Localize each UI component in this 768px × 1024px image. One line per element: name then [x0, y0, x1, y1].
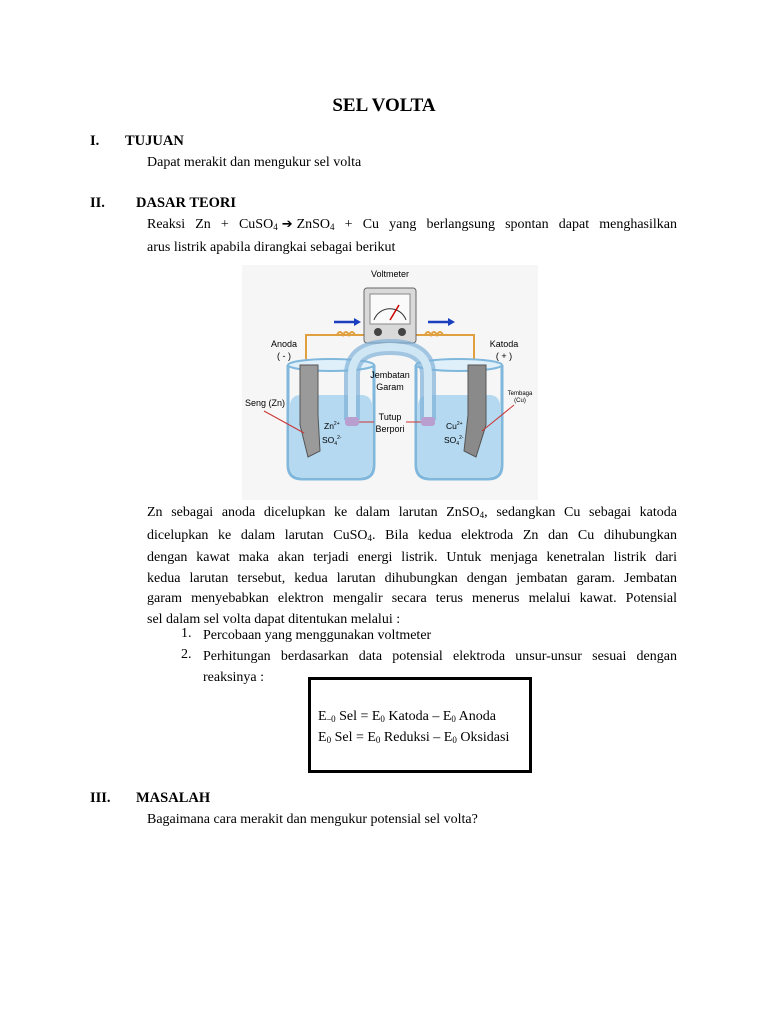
jembatan-label: Jembatan: [370, 370, 410, 380]
explanation-paragraph: Zn sebagai anoda dicelupkan ke dalam larutan ZnSO$_4$, sedangkan Cu sebagai katoda dicelupkan ke dalam larutan CuSO$_4$. Bila kedua elektroda Zn dan Cu dihubungkan dengan kawat maka akan terjadi energi listrik. Untuk menjaga kenetralan listrik dari kedua larutan tersebut, kedua larutan dihubungkan dengan jembatan garam. Jembatan garam menyebabkan elektron mengalir secara terus menerus melalui kawat. Potensial sel dalam sel volta dapat ditentukan melalui :: [147, 505, 677, 627]
tembaga-cu-label: (Cu): [514, 398, 526, 404]
voltmeter-label: Voltmeter: [370, 269, 410, 279]
formula-line-1: $E_{-0}$ Sel = $E_0$ Katoda – $E_0$ Anoda: [318, 709, 496, 724]
berpori-label: Berpori: [375, 424, 405, 434]
tembaga-label: Tembaga: [507, 391, 533, 397]
anoda-label: Anoda: [270, 339, 298, 349]
list-item-2: Perhitungan berdasarkan data potensial elektroda unsur-unsur sesuai dengan reaksinya :: [203, 649, 677, 685]
formula-box: [308, 677, 532, 773]
tujuan-text: Dapat merakit dan mengukur sel volta: [147, 155, 362, 170]
volta-cell-diagram: [242, 265, 538, 500]
reaction-line-2: arus listrik apabila dirangkai sebagai berikut: [147, 239, 396, 255]
list-item-1: Percobaan yang menggunakan voltmeter: [203, 628, 432, 643]
masalah-text: Bagaimana cara merakit dan mengukur potensial sel volta?: [147, 812, 478, 827]
reaction-arrow-icon: ➔: [281, 217, 293, 232]
section-heading-dasar-teori: DASAR TEORI: [136, 195, 237, 211]
list-item-number-1: 1.: [181, 626, 192, 641]
tutup-label: Tutup: [378, 412, 402, 422]
formula-line-2: $E_0$ Sel = $E_0$ Reduksi – $E_0$ Oksidasi: [318, 730, 510, 745]
section-number-masalah: III.: [90, 790, 111, 806]
voltmeter-icon: [364, 288, 416, 343]
section-heading-masalah: MASALAH: [136, 790, 211, 806]
so4-right-label: $SO_4^{2-}$: [444, 435, 464, 447]
reaction-paragraph: [147, 215, 677, 258]
page-title: SEL VOLTA: [332, 95, 436, 116]
so4-left-label: $SO_4^{2-}$: [322, 435, 342, 447]
section-heading-tujuan: TUJUAN: [125, 133, 184, 149]
zn-ion-label: $Zn^{2+}$: [324, 421, 340, 431]
section-number-dasar-teori: II.: [90, 195, 105, 211]
garam-label: Garam: [376, 382, 404, 392]
anoda-sign: ( - ): [277, 351, 291, 361]
katoda-label: Katoda: [489, 339, 519, 349]
cu-ion-label: $Cu^{2+}$: [446, 421, 463, 431]
katoda-sign: ( + ): [495, 351, 513, 361]
section-number-tujuan: I.: [90, 133, 100, 149]
seng-label: Seng (Zn): [245, 398, 286, 408]
list-item-number-2: 2.: [181, 647, 192, 662]
reaction-line-1: Reaksi Zn + CuSO$_4$ ➔ ZnSO$_4$ + Cu yang berlangsung spontan dapat menghasilkan: [147, 217, 677, 232]
